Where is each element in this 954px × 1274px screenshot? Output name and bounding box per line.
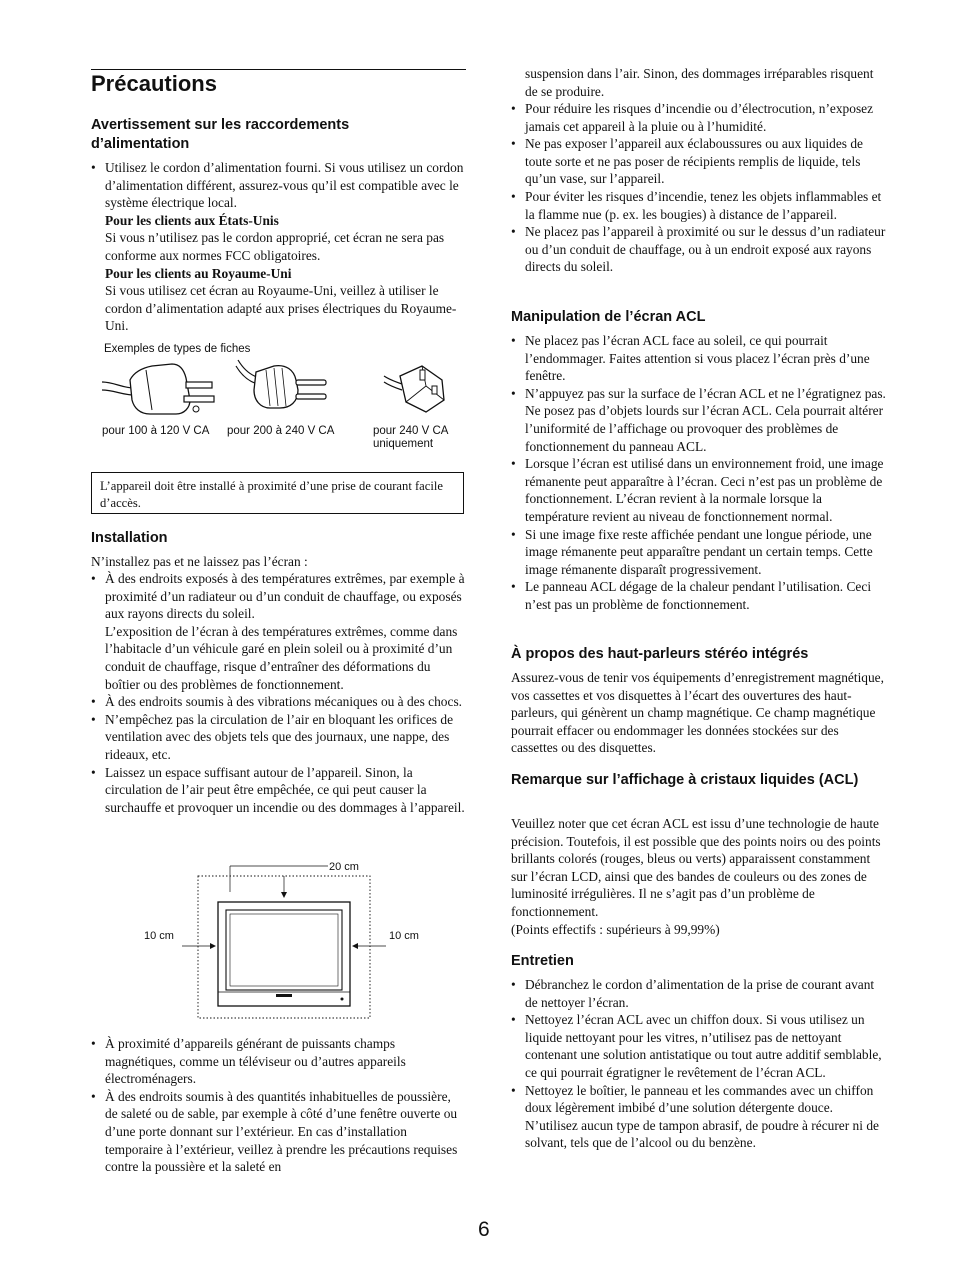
- uk-text: Si vous utilisez cet écran au Royaume-Uni, veillez à utiliser le cordon d’alimentation adapté aux prises électriques du Royaume-Uni.: [105, 283, 457, 334]
- list-item: • Débranchez le cordon d’alimentation de la prise de courant avant de nettoyer l’écran.: [511, 976, 886, 1011]
- installation-intro: N’installez pas et ne laissez pas l’écran :: [91, 554, 308, 569]
- remark-text: [511, 815, 886, 938]
- list-item: • Ne placez pas l’appareil à proximité ou sur le dessus d’un radiateur ou d’un conduit de chauffage, ou à un endroit exposé aux rayons directs du soleil.: [511, 223, 886, 276]
- list-item: • Pour éviter les risques d’incendie, tenez les objets inflammables et la flamme nue (p. ex. les bougies) à distance de l’appareil.: [511, 188, 886, 223]
- installation-list-2: [91, 1035, 466, 1176]
- remark-heading: Remarque sur l’affichage à cristaux liquides (ACL): [511, 772, 859, 788]
- list-item: • À des endroits soumis à des quantités inhabituelles de poussière, de saleté ou de sable, par exemple à côté d’une fenêtre ouverte ou d’une porte donnant sur l’extérieur. En cas d’installation temporaire à l’extérieur, veillez à prendre les précautions requises contre la poussière et la saleté en: [91, 1088, 466, 1176]
- installation-bullet-1: À des endroits exposés à des températures extrêmes, par exemple à proximité d’un radiateur ou d’un conduit de chauffage, ou exposés aux rayons directs du soleil.: [105, 571, 465, 622]
- list-item: • Lorsque l’écran est utilisé dans un environnement froid, une image rémanente peut apparaître à l’écran. Ceci n’est pas un problème de fonctionnement. L’écran revient à la normale lorsque la température revient au niveau de fonctionnement normal.: [511, 455, 886, 525]
- uk-heading: Pour les clients au Royaume-Uni: [105, 265, 292, 281]
- power-list: [91, 159, 466, 335]
- remark-body: Veuillez noter que cet écran ACL est issu d’une technologie de haute précision. Toutefois, il est possible que des points noirs ou des points brillants colorés (rouges, bleus ou verts) apparaissent constamment sur l’écran LCD, ainsi que des bandes de couleurs ou des zones de luminosité irrégulières. Il ne s’agit pas d’un problème de fonctionnement.: [511, 816, 881, 919]
- installation-heading: Installation: [91, 530, 168, 546]
- installation-bullet-1-extra: L’exposition de l’écran à des températures extrêmes, comme dans l’habitacle d’un véhicule garé en plein soleil ou à proximité d’un conduit de chauffage, risque d’entraîner des déformations du boîtier ou des problèmes de fonctionnement.: [105, 623, 458, 692]
- dimension-top: 20 cm: [329, 861, 359, 873]
- installation-list: [91, 570, 466, 816]
- list-item: • Laissez un espace suffisant autour de l’appareil. Sinon, la circulation de l’air peut être empêchée, ce qui peut causer la surchauffe et provoquer un incendie ou des dommages à l’appareil.: [91, 764, 466, 817]
- safety-list: [511, 100, 886, 276]
- power-heading: Avertissement sur les raccordements d’alimentation: [91, 117, 350, 152]
- maintenance-list: [511, 976, 886, 1152]
- list-item: • Nettoyez le boîtier, le panneau et les commandes avec un chiffon doux légèrement imbibé d’une solution détergente douce. N’utilisez aucun type de tampon abrasif, de poudre à récurer ni de solvant, tels que de l’alcool ou du benzène.: [511, 1082, 886, 1152]
- lcd-heading: Manipulation de l’écran ACL: [511, 309, 706, 325]
- lcd-list: [511, 332, 886, 614]
- list-item: • À des endroits soumis à des vibrations mécaniques ou à des chocs.: [91, 693, 466, 711]
- list-item: • Pour réduire les risques d’incendie ou d’électrocution, n’exposez jamais cet appareil à la pluie ou à l’humidité.: [511, 100, 886, 135]
- list-item: [91, 159, 466, 335]
- list-item: • À proximité d’appareils générant de puissants champs magnétiques, comme un téléviseur ou d’autres appareils électroménagers.: [91, 1035, 466, 1088]
- us-heading: Pour les clients aux États-Unis: [105, 212, 279, 228]
- list-item: • Ne placez pas l’écran ACL face au soleil, ce qui pourrait l’endommager. Faites attention si vous placez l’écran près d’une fenêtre.: [511, 332, 886, 385]
- dimension-right: 10 cm: [389, 930, 419, 942]
- plug-caption-2: pour 200 à 240 V CA: [227, 425, 335, 437]
- speakers-text: Assurez-vous de tenir vos équipements d’enregistrement magnétique, vos cassettes et vos disquettes à l’écart des ouvertures des haut-parleurs, qui génèrent un champ magnétique. Ce champ magnétique pourrait effacer ou endommager les données stockées sur des cassettes ou des disquettes.: [511, 670, 884, 756]
- note-box: L’appareil doit être installé à proximité d’une prise de courant facile d’accès.: [91, 472, 464, 514]
- list-item: • Si une image fixe reste affichée pendant une longue période, une image rémanente peut apparaître pendant un certain temps. Cette image rémanente disparaît progressivement.: [511, 526, 886, 579]
- plug-types-label: Exemples de types de fiches: [104, 343, 251, 355]
- list-item: • Ne pas exposer l’appareil aux éclaboussures ou aux liquides de toute sorte et ne pas poser de récipients remplis de liquide, tels qu’un vase, sur l’appareil.: [511, 135, 886, 188]
- us-text: Si vous n’utilisez pas le cordon approprié, cet écran ne sera pas conforme aux normes FCC obligatoires.: [105, 230, 445, 263]
- list-item: • Nettoyez l’écran ACL avec un chiffon doux. Si vous utilisez un liquide nettoyant pour les vitres, n’utilisez pas de nettoyant contenant une solution antistatique ou tout autre additif semblable, ce qui pourrait égratigner le revêtement de l’écran ACL.: [511, 1011, 886, 1081]
- page-number: 6: [478, 1218, 490, 1241]
- list-item: • N’appuyez pas sur la surface de l’écran ACL et ne l’égratignez pas. Ne posez pas d’objets lourds sur l’écran ACL. Cela pourrait altérer l’uniformité de l’affichage ou provoquer des problèmes de fonctionnement du panneau ACL.: [511, 385, 886, 455]
- speakers-heading: À propos des haut-parleurs stéréo intégrés: [511, 646, 809, 662]
- uk-plug-illustration: [382, 362, 452, 414]
- list-item: • Le panneau ACL dégage de la chaleur pendant l’utilisation. Ceci n’est pas un problème de fonctionnement.: [511, 578, 886, 613]
- remark-points: (Points effectifs : supérieurs à 99,99%): [511, 921, 720, 937]
- clearance-diagram: [140, 858, 430, 1023]
- us-plug-illustration: [100, 360, 220, 418]
- eu-plug-illustration: [234, 356, 334, 416]
- plug-caption-3: pour 240 V CA uniquement: [373, 425, 448, 450]
- page-title: Précautions: [91, 71, 217, 96]
- continued-text: suspension dans l’air. Sinon, des dommages irréparables risquent de se produire.: [525, 66, 874, 99]
- maintenance-heading: Entretien: [511, 953, 574, 969]
- list-item: • N’empêchez pas la circulation de l’air en bloquant les orifices de ventilation avec des objets tels que des journaux, une nappe, des rideaux, etc.: [91, 711, 466, 764]
- power-bullet-text: Utilisez le cordon d’alimentation fourni. Si vous utilisez un cordon d’alimentation différent, assurez-vous qu’il est compatible avec le système électrique local.: [105, 160, 464, 211]
- plug-caption-1: pour 100 à 120 V CA: [102, 425, 210, 437]
- dimension-left: 10 cm: [144, 930, 174, 942]
- list-item: [91, 570, 466, 693]
